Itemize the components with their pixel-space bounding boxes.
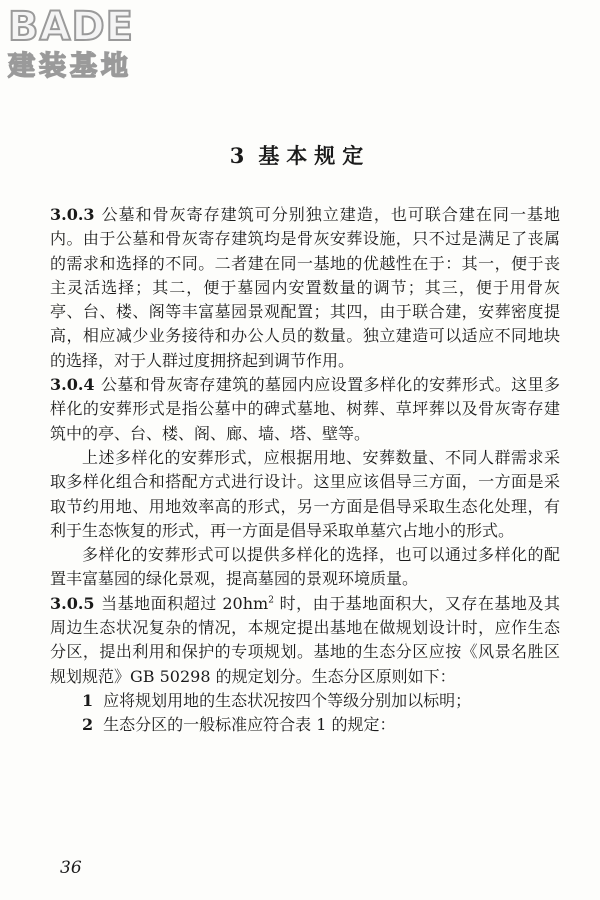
clause-3-0-4-paragraph-2: 上述多样化的安葬形式，应根据用地、安葬数量、不同人群需求采取多样化组合和搭配方式进行设计。这里应该倡导三方面，一方面是采取节约用地、用地效率高的形式，另一方面是倡导采取生态化处理，有利于生态恢复的形式，再一方面是倡导采取单墓穴占地小的形式。	[50, 447, 560, 540]
bade-logo	[8, 6, 178, 84]
clause-3-0-4	[50, 373, 560, 446]
list-item-text: 生态分区的一般标准应符合表 1 的规定：	[103, 715, 396, 735]
list-item-number: 2	[82, 715, 94, 735]
chapter-title-text: 基本规定	[258, 143, 371, 168]
clause-number: 3.0.5	[50, 593, 95, 613]
list-item	[50, 713, 560, 737]
clause-number: 3.0.3	[50, 205, 95, 224]
superscript: 2	[268, 595, 274, 606]
clause-text-b: 时，由于基地面积大，又存在基地及其周边生态状况复杂的情况，本规定提出基地在做规划设计时，应作生态分区，提出利用和保护的专项规划。基地的生态分区应按《风景名胜区规划规范》GB 50298 的规定划分。生态分区原则如下：	[50, 593, 560, 686]
clause-3-0-4-paragraph-3: 多样化的安葬形式可以提供多样化的选择，也可以通过多样化的配置丰富墓园的绿化景观，提高墓园的景观环境质量。	[50, 545, 560, 589]
clause-text: 公墓和骨灰寄存建筑的墓园内应设置多样化的安葬形式。这里多样化的安葬形式是指公墓中的碑式墓地、树葬、草坪葬以及骨灰寄存建筑中的亭、台、楼、阁、廊、墙、塔、壁等。	[50, 375, 560, 443]
page-number: 36	[60, 858, 82, 878]
document-body	[50, 203, 560, 738]
clause-text-a: 当基地面积超过 20hm	[100, 593, 269, 613]
clause-3-0-5	[50, 592, 560, 689]
clause-3-0-3	[50, 203, 560, 373]
list-item-number: 1	[82, 690, 94, 710]
clause-number: 3.0.4	[50, 375, 95, 395]
chapter-title	[0, 140, 600, 170]
chapter-number: 3	[229, 143, 245, 168]
logo-wordmark: BADE	[8, 4, 134, 50]
clause-text: 公墓和骨灰寄存建筑可分别独立建造，也可联合建在同一基地内。由于公墓和骨灰寄存建筑均是骨灰安葬设施，只不过是满足了丧属的需求和选择的不同。二者建在同一基地的优越性在于：其一，便于丧主灵活选择；其二，便于墓园内安置数量的调节；其三，便于用骨灰亭、台、楼、阁等丰富墓园景观配置；其四，由于联合建，安葬密度提高，相应减少业务接待和办公人员的数量。独立建造可以适应不同地块的选择，对于人群过度拥挤起到调节作用。	[50, 205, 560, 370]
list-item	[50, 689, 560, 713]
logo-subtitle: 建装基地	[8, 51, 132, 82]
list-item-text: 应将规划用地的生态状况按四个等级分别加以标明；	[103, 690, 472, 710]
